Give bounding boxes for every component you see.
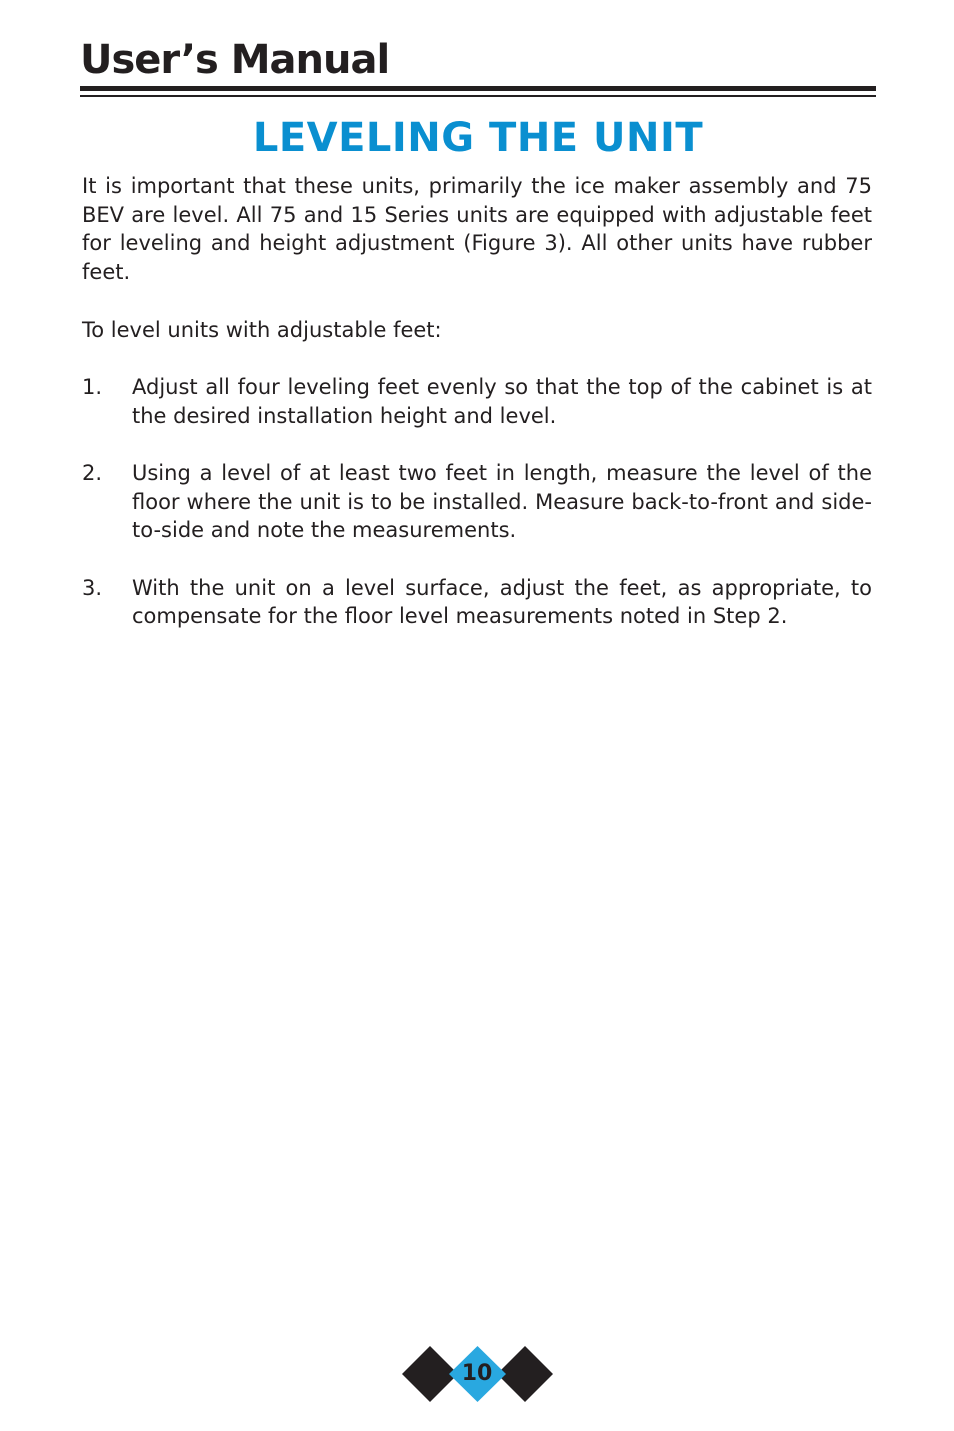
section-title: LEVELING THE UNIT [252,115,704,161]
page-number: 10 [461,1361,493,1386]
manual-header-title: User’s Manual [80,37,390,83]
step-text: With the unit on a level surface, adjust the feet, as appropriate, to compensate for the floor level measurements noted in Step 2. [132,575,872,629]
step-text: Adjust all four leveling feet evenly so that the top of the cabinet is at the desired installation height and level. [132,374,872,428]
header-rule-thick [80,86,876,91]
leveling-steps-list [82,373,872,631]
list-item [82,574,872,631]
intro-paragraph: It is important that these units, primarily the ice maker assembly and 75 BEV are level. All 75 and 15 Series units are equipped with adjustable feet for leveling and height adjustment (Figure 3). All other units have rubber feet. [82,174,872,285]
page-content [82,172,872,660]
step-text: Using a level of at least two feet in length, measure the level of the floor where the unit is to be installed. Measure back-to-front and side-to-side and note the measurements. [132,460,872,543]
list-item [82,459,872,545]
step-number: 1. [82,374,103,399]
step-number: 3. [82,575,103,600]
header-rule-thin [80,95,876,97]
list-item [82,373,872,430]
step-number: 2. [82,460,103,485]
lead-in-paragraph: To level units with adjustable feet: [82,317,442,342]
